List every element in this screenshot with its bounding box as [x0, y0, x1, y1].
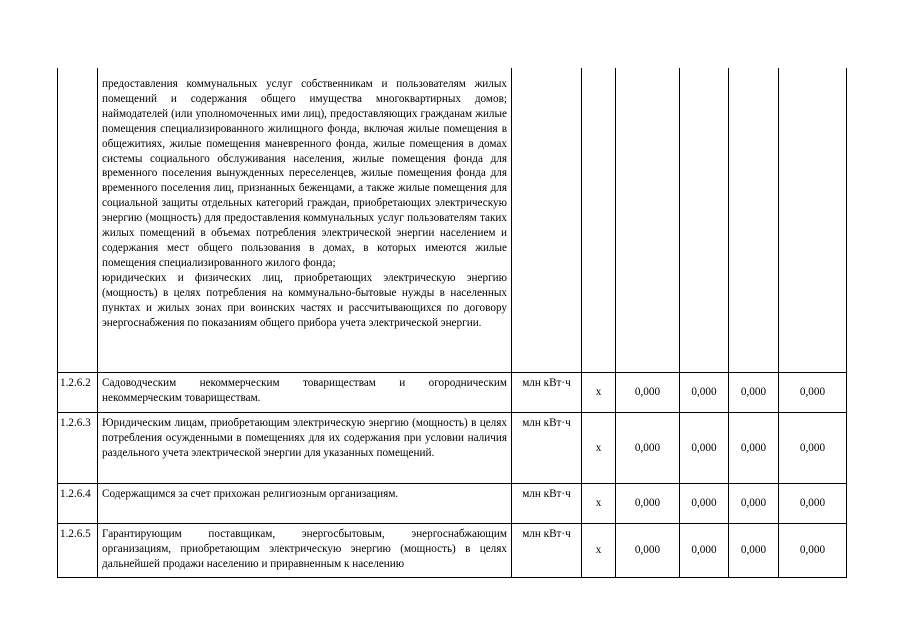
- value-cell: 0,000: [729, 484, 779, 524]
- value-cell: 0,000: [616, 413, 680, 484]
- value-cell: 0,000: [680, 524, 729, 578]
- value-cell: 0,000: [680, 373, 729, 413]
- value-cell: 0,000: [779, 373, 847, 413]
- description-paragraph: Гарантирующим поставщикам, энергосбытовым, энергоснабжающим организациям, приобретающим электрическую энергию (мощность) в целях дальнейшей продажи населению и приравненным к населению: [102, 528, 507, 570]
- value-cell: 0,000: [729, 413, 779, 484]
- x-cell: х: [582, 413, 616, 484]
- row-description: [98, 524, 512, 578]
- unit-cell: млн кВт·ч: [512, 524, 582, 578]
- tariff-table: [57, 68, 847, 578]
- x-cell: [582, 68, 616, 373]
- table-row: [58, 484, 847, 524]
- row-number: 1.2.6.5: [58, 524, 98, 578]
- value-cell: 0,000: [779, 524, 847, 578]
- x-cell: х: [582, 373, 616, 413]
- x-cell: х: [582, 524, 616, 578]
- value-cell: 0,000: [729, 373, 779, 413]
- unit-cell: [512, 68, 582, 373]
- row-number: [58, 68, 98, 373]
- row-description: [98, 373, 512, 413]
- table-row: [58, 524, 847, 578]
- description-paragraph: предоставления коммунальных услуг собственникам и пользователям жилых помещений и содержания общего имущества многоквартирных домов; наймодателей (или уполномоченных ими лиц), предоставляющих гражданам жилые помещения специализированного жилищного фонда, включая жилые помещения в общежитиях, жилые помещения маневренного фонда, жилые помещения в домах системы социального обслуживания населения, жилые помещения фонда для временного поселения вынужденных переселенцев, жилые помещения фонда для временного поселения лиц, признанных беженцами, а также жилые помещения для социальной защиты отдельных категорий граждан, приобретающих электрическую энергию (мощность) для предоставления коммунальных услуг пользователям таких жилых помещений в объемах потребления электрической энергии населением и содержания мест общего пользования в домах, в которых имеются жилые помещения специализированного жилого фонда;: [102, 78, 507, 269]
- row-description: [98, 68, 512, 373]
- unit-cell: млн кВт·ч: [512, 484, 582, 524]
- x-cell: х: [582, 484, 616, 524]
- value-cell: 0,000: [680, 484, 729, 524]
- value-cell: 0,000: [680, 413, 729, 484]
- row-number: 1.2.6.2: [58, 373, 98, 413]
- value-cell: [729, 68, 779, 373]
- value-cell: 0,000: [616, 373, 680, 413]
- value-cell: 0,000: [616, 524, 680, 578]
- value-cell: 0,000: [779, 413, 847, 484]
- row-number: 1.2.6.4: [58, 484, 98, 524]
- value-cell: 0,000: [779, 484, 847, 524]
- table-row: [58, 413, 847, 484]
- table-row: [58, 68, 847, 373]
- row-description: [98, 484, 512, 524]
- description-paragraph: Содержащимся за счет прихожан религиозным организациям.: [102, 488, 399, 500]
- value-cell: [680, 68, 729, 373]
- unit-cell: млн кВт·ч: [512, 373, 582, 413]
- row-number: 1.2.6.3: [58, 413, 98, 484]
- value-cell: [779, 68, 847, 373]
- table-row: [58, 373, 847, 413]
- value-cell: 0,000: [616, 484, 680, 524]
- value-cell: [616, 68, 680, 373]
- description-paragraph: Садоводческим некоммерческим товариществам и огородническим некоммерческим товариществам.: [102, 377, 507, 404]
- row-description: [98, 413, 512, 484]
- unit-cell: млн кВт·ч: [512, 413, 582, 484]
- description-paragraph: юридических и физических лиц, приобретающих электрическую энергию (мощность) в целях потребления на коммунально-бытовые нужды в населенных пунктах и жилых зонах при воинских частях и рассчитывающихся по договору энергоснабжения по показаниям общего прибора учета электрической энергии.: [102, 271, 507, 329]
- value-cell: 0,000: [729, 524, 779, 578]
- description-paragraph: Юридическим лицам, приобретающим электрическую энергию (мощность) в целях потребления осужденными в помещениях для их содержания при условии наличия раздельного учета электрической энергии для указанных помещений.: [102, 417, 507, 459]
